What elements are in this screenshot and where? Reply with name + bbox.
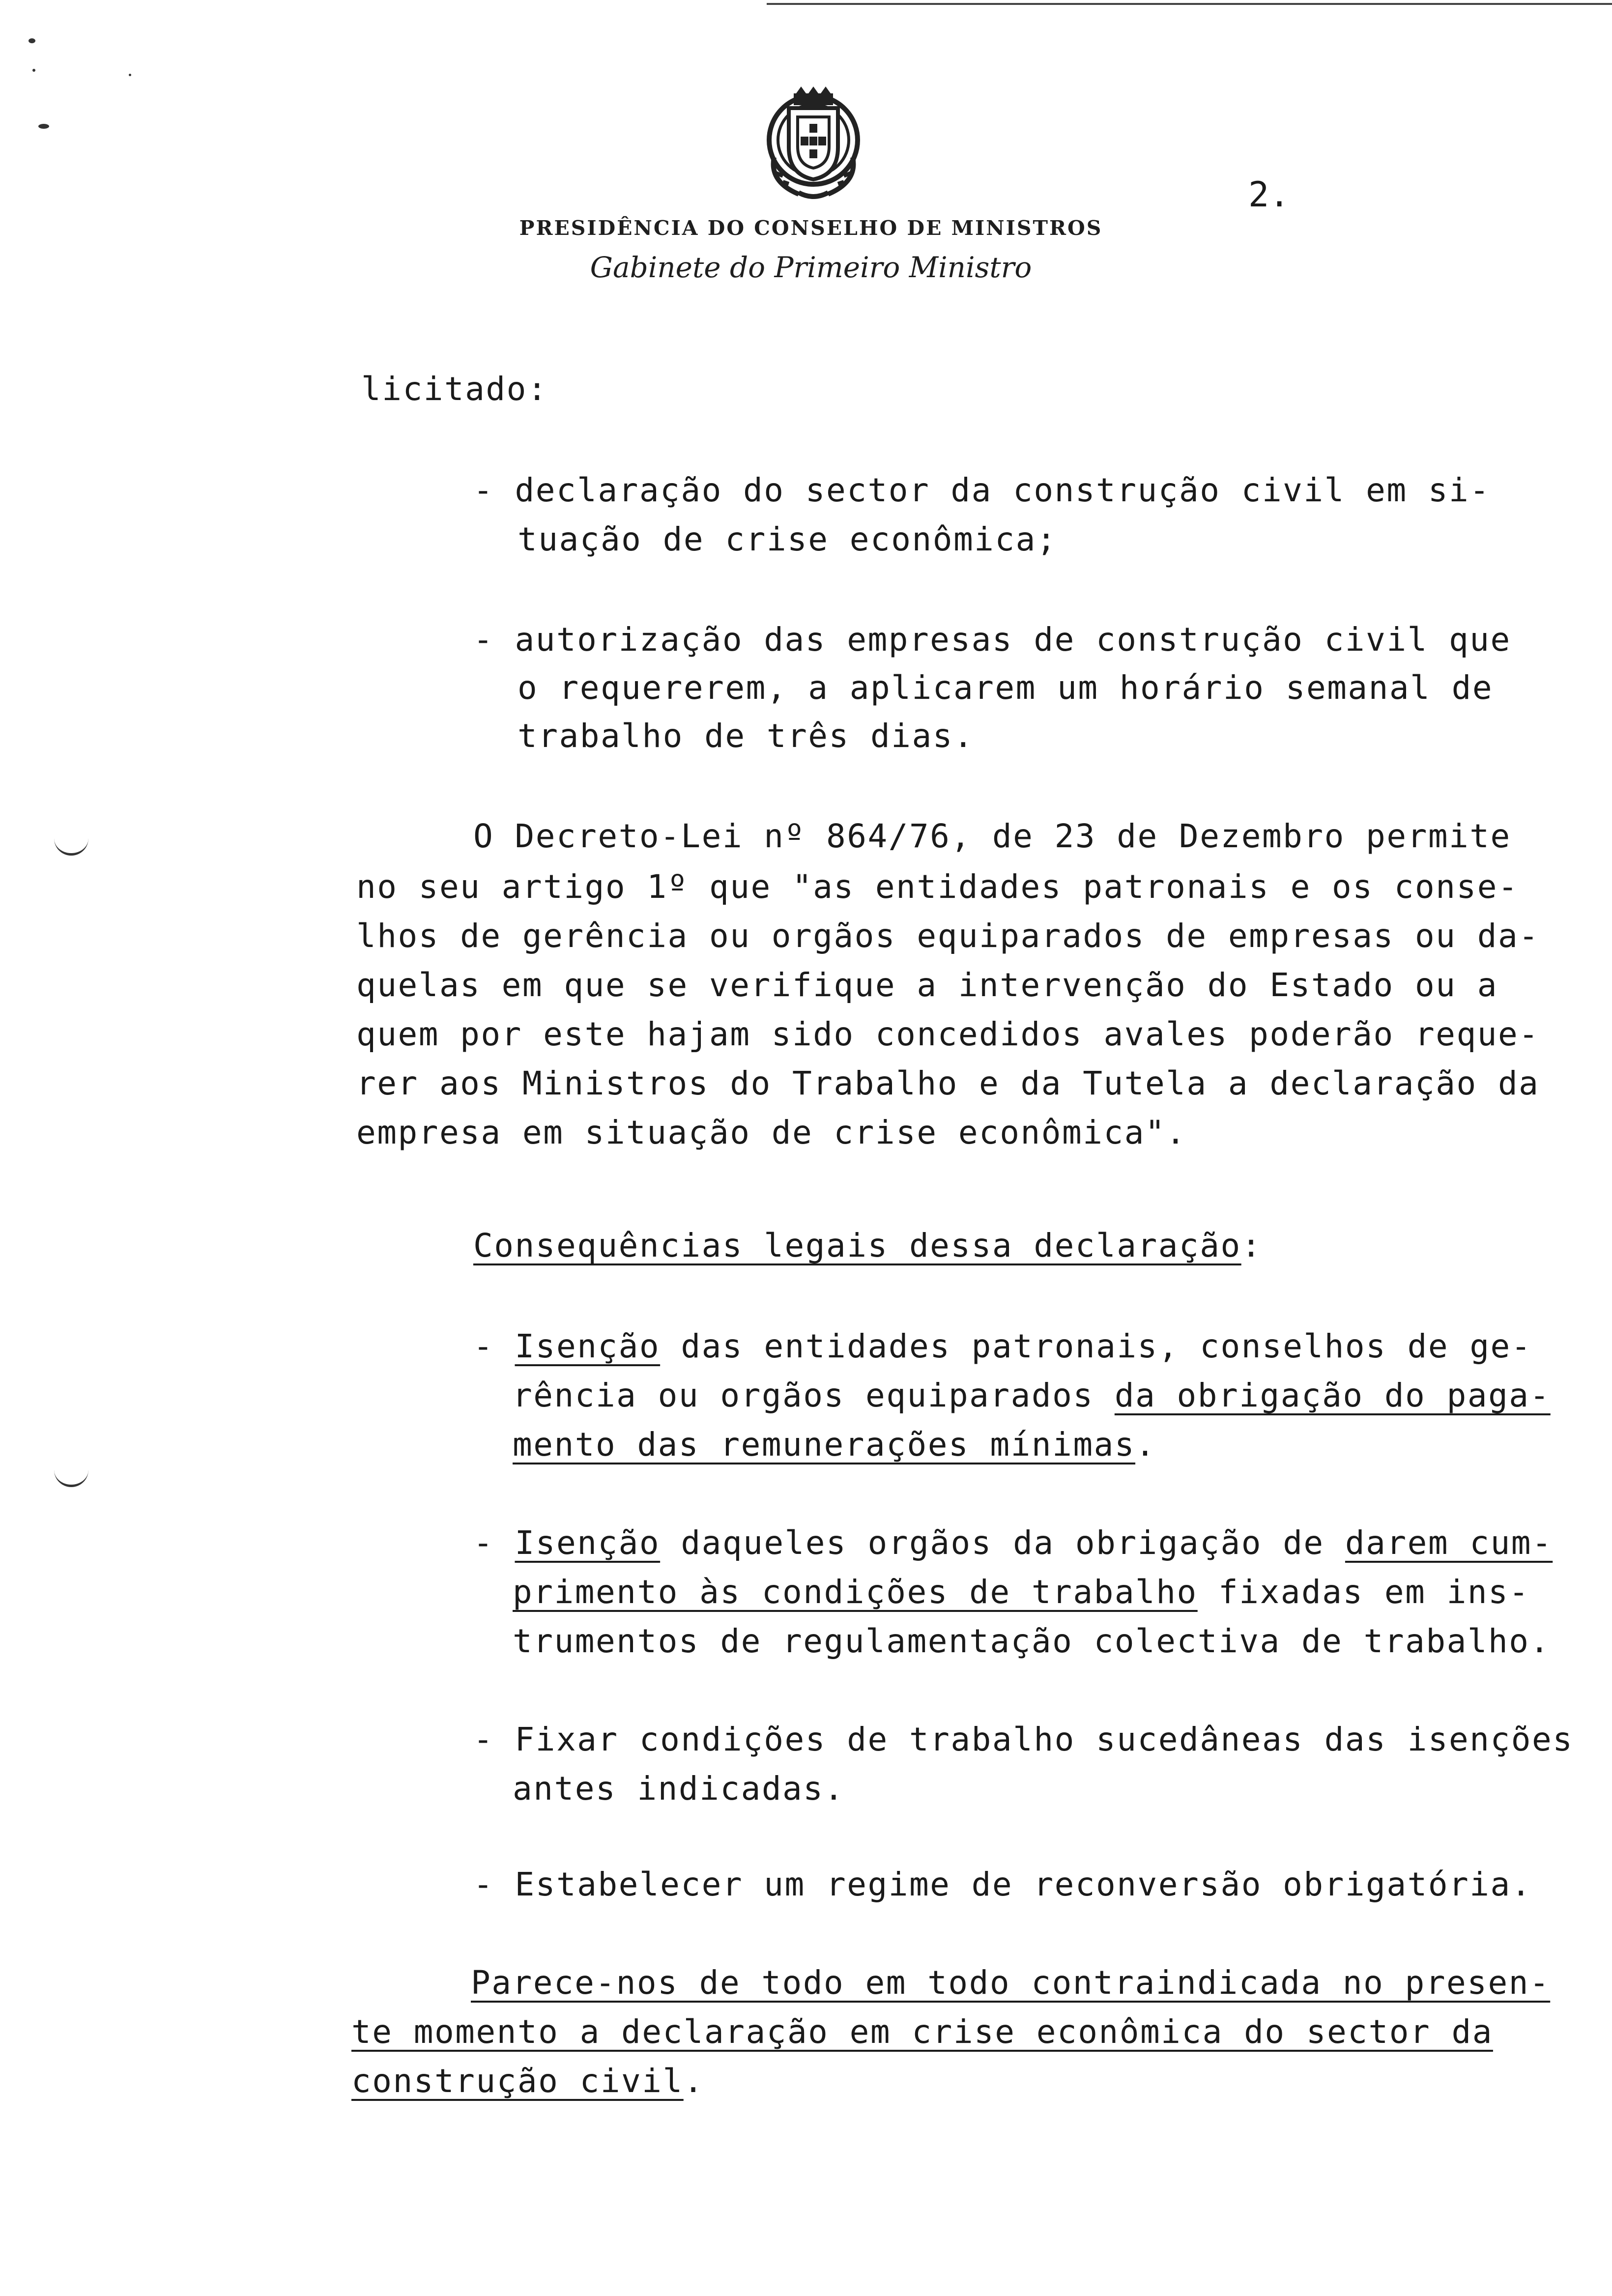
underlined-paragraph-line: te momento a declaração em crise econômica do sector da: [351, 2013, 1493, 2051]
scan-speck: [129, 74, 131, 76]
list-item-line: - autorização das empresas de construção civil que: [473, 621, 1511, 659]
list-item-line: - Fixar condições de trabalho sucedâneas das isenções: [473, 1721, 1574, 1758]
paragraph-line: quelas em que se verifique a intervenção do Estado ou a: [356, 966, 1498, 1004]
underlined-text: da obrigação do paga-: [1114, 1377, 1551, 1414]
paragraph-line: O Decreto-Lei nº 864/76, de 23 de Dezembro permite: [473, 817, 1511, 855]
heading-colon: :: [1241, 1227, 1262, 1264]
list-text: daqueles orgãos da obrigação de: [660, 1524, 1345, 1562]
top-edge-rule: [767, 3, 1612, 5]
list-item-line: - declaração do sector da construção civil em si-: [473, 471, 1491, 509]
paragraph-text: .: [683, 2062, 705, 2100]
scan-speck: [32, 69, 35, 72]
underlined-text: primento às condições de trabalho: [513, 1573, 1198, 1611]
paragraph-line: quem por este hajam sido concedidos avales poderão reque-: [356, 1015, 1540, 1053]
margin-punch-mark: [54, 1467, 88, 1487]
institution-letterhead: PRESIDÊNCIA DO CONSELHO DE MINISTROS: [519, 216, 1103, 240]
underlined-text: Isenção: [515, 1524, 661, 1562]
scan-speck: [38, 124, 49, 129]
list-item-line: [513, 1573, 1530, 1612]
list-item-line: o requererem, a aplicarem um horário semanal de: [518, 669, 1494, 707]
list-item-line: trumentos de regulamentação colectiva de trabalho.: [513, 1622, 1551, 1660]
paragraph-line: no seu artigo 1º que "as entidades patronais e os conse-: [356, 868, 1519, 906]
paragraph-line: lhos de gerência ou orgãos equiparados de empresas ou da-: [356, 917, 1540, 955]
paragraph-line: [351, 2062, 704, 2101]
list-dash: -: [473, 1524, 515, 1562]
list-item-line: [513, 1376, 1551, 1415]
page-number: 2.: [1248, 174, 1290, 215]
list-text: .: [1135, 1426, 1156, 1464]
office-letterhead: Gabinete do Primeiro Ministro: [590, 251, 1032, 284]
list-text: rência ou orgãos equiparados: [513, 1377, 1115, 1414]
coat-of-arms-icon: [759, 84, 867, 201]
list-text: das entidades patronais, conselhos de ge-: [660, 1327, 1532, 1365]
list-dash: -: [473, 1327, 515, 1365]
underlined-text: construção civil: [351, 2062, 684, 2100]
list-item-line: tuação de crise econômica;: [518, 520, 1058, 558]
list-item-line: [513, 1425, 1156, 1464]
list-item-line: trabalho de três dias.: [518, 717, 975, 755]
list-item-line: - Estabelecer um regime de reconversão obrigatória.: [473, 1866, 1532, 1903]
underlined-paragraph-line: Parece-nos de todo em todo contraindicada no presen-: [471, 1964, 1551, 2002]
underlined-text: darem cum-: [1345, 1524, 1553, 1562]
list-item-line: [473, 1523, 1553, 1563]
underlined-text: mento das remunerações mínimas: [513, 1426, 1136, 1464]
list-text: fixadas em ins-: [1197, 1573, 1530, 1611]
paragraph-line: empresa em situação de crise econômica".: [356, 1114, 1187, 1151]
underlined-heading-text: Consequências legais dessa declaração: [473, 1227, 1241, 1264]
text-line: licitado:: [361, 370, 548, 408]
paragraph-line: rer aos Ministros do Trabalho e da Tutela a declaração da: [356, 1064, 1540, 1102]
scan-speck: [29, 38, 35, 43]
margin-punch-mark: [54, 835, 88, 856]
section-heading: [473, 1226, 1262, 1265]
list-item-line: [473, 1327, 1532, 1366]
list-item-line: antes indicadas.: [513, 1770, 845, 1808]
underlined-text: Isenção: [515, 1327, 661, 1365]
